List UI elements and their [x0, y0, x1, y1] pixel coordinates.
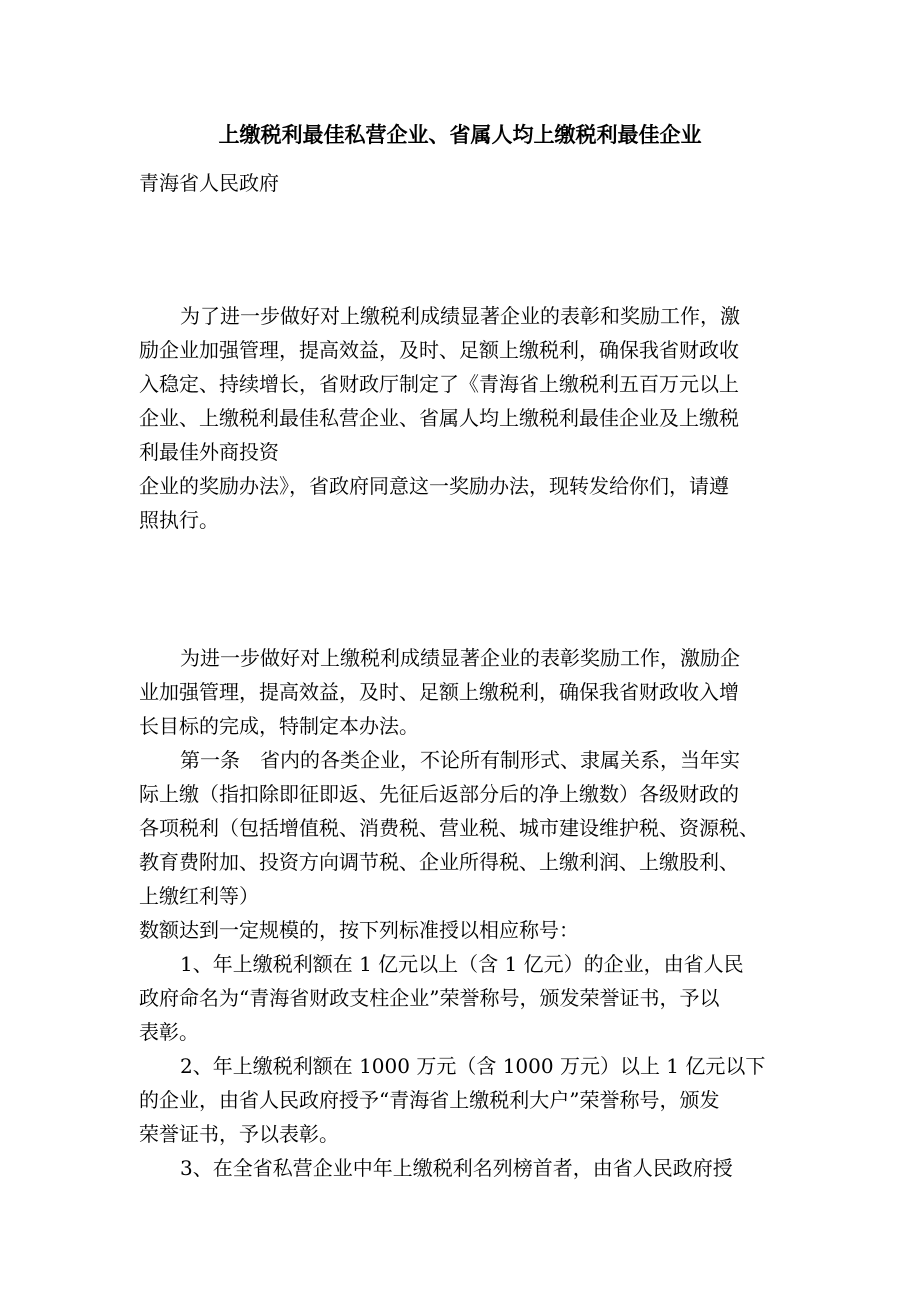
notice-line: 照执行。: [139, 508, 219, 532]
rules-line: 教育费附加、投资方向调节税、企业所得税、上缴利润、上缴股利、: [139, 850, 739, 874]
notice-line: 企业的奖励办法》，省政府同意这一奖励办法，现转发给你们，请遵: [139, 474, 729, 498]
notice-line: 为了进一步做好对上缴税利成绩显著企业的表彰和奖励工作，激: [180, 304, 740, 328]
notice-line: 利最佳外商投资: [139, 440, 279, 464]
item-one-line: 1、年上缴税利额在 1 亿元以上（含 1 亿元）的企业，由省人民: [180, 952, 744, 976]
item-three-line: 3、在全省私营企业中年上缴税利名列榜首者，由省人民政府授: [180, 1156, 733, 1180]
rules-line: 上缴红利等）: [139, 884, 259, 908]
rules-line: 的企业，由省人民政府授予“青海省上缴税利大户”荣誉称号，颁发: [139, 1088, 720, 1112]
notice-line: 入稳定、持续增长，省财政厅制定了《青海省上缴税利五百万元以上: [139, 372, 739, 396]
rules-line: 业加强管理，提高效益，及时、足额上缴税利，确保我省财政收入增: [139, 680, 739, 704]
rules-line: 际上缴（指扣除即征即返、先征后返部分后的净上缴数）各级财政的: [139, 782, 739, 806]
rules-line: 长目标的完成，特制定本办法。: [139, 714, 419, 738]
rules-line: 各项税利（包括增值税、消费税、营业税、城市建设维护税、资源税、: [139, 816, 759, 840]
document-title: 上缴税利最佳私营企业、省属人均上缴税利最佳企业: [218, 122, 702, 147]
rules-line: 数额达到一定规模的，按下列标准授以相应称号：: [139, 918, 579, 942]
article-one-line: 第一条 省内的各类企业，不论所有制形式、隶属关系，当年实: [180, 748, 740, 772]
notice-line: 励企业加强管理，提高效益，及时、足额上缴税利，确保我省财政收: [139, 338, 739, 362]
notice-line: 企业、上缴税利最佳私营企业、省属人均上缴税利最佳企业及上缴税: [139, 406, 739, 430]
rules-line: 为进一步做好对上缴税利成绩显著企业的表彰奖励工作，激励企: [180, 646, 740, 670]
issuer: 青海省人民政府: [139, 171, 279, 195]
item-two-line: 2、年上缴税利额在 1000 万元（含 1000 万元）以上 1 亿元以下: [180, 1054, 766, 1078]
rules-line: 表彰。: [139, 1020, 199, 1044]
rules-line: 政府命名为“青海省财政支柱企业”荣誉称号，颁发荣誉证书，予以: [139, 986, 720, 1010]
rules-line: 荣誉证书，予以表彰。: [139, 1122, 339, 1146]
